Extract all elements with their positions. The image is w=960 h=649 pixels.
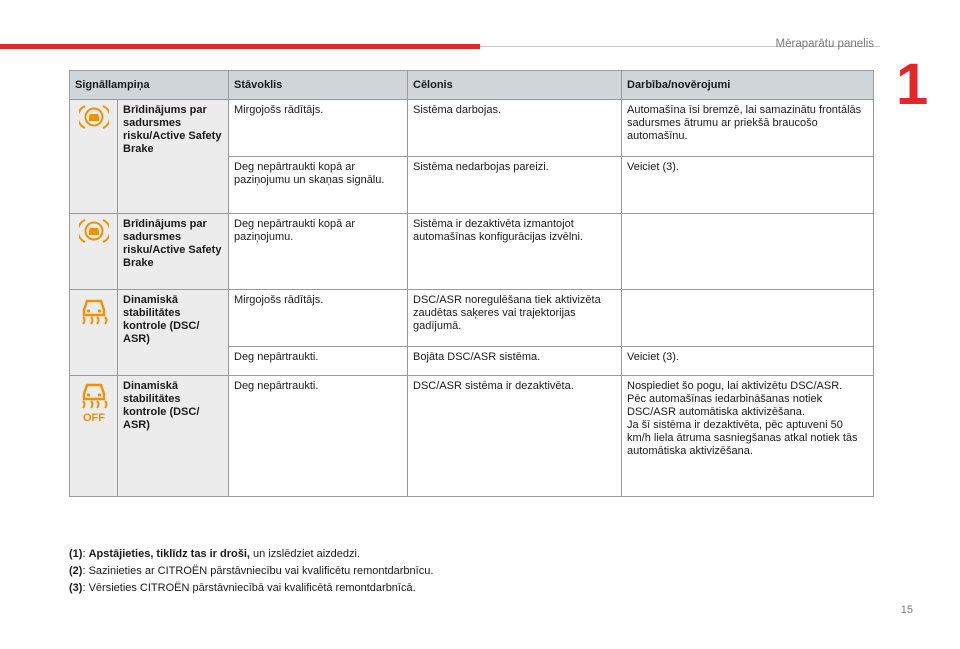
page-number: 15 <box>900 604 913 616</box>
footnote-number: (2) <box>69 565 83 577</box>
action-text <box>622 290 874 347</box>
icon-cell <box>70 100 118 214</box>
cause-text: Bojāta DSC/ASR sistēma. <box>408 347 622 376</box>
footnote-text: un izslēdziet aizdedzi. <box>249 548 361 560</box>
state-text: Mirgojošs rādītājs. <box>229 290 408 347</box>
icon-cell <box>70 376 118 497</box>
warning-lights-table <box>69 70 874 497</box>
footnote-3: (3): Vērsieties CITROËN pārstāvniecībā vai kvalificētā remontdarbnīcā. <box>69 582 416 594</box>
cause-text: Sistēma ir dezaktivēta izmantojot automašīnas konfigurācijas izvēlni. <box>408 214 622 290</box>
collision-warning-icon <box>79 104 109 130</box>
cause-text: Sistēma darbojas. <box>408 100 622 157</box>
chapter-number: 1 <box>896 52 929 117</box>
table-row <box>70 100 874 157</box>
action-text <box>622 376 874 497</box>
action-text <box>622 214 874 290</box>
table-row <box>70 214 874 290</box>
icon-cell <box>70 290 118 376</box>
footnote-bold: Apstājieties, tiklīdz tas ir droši, <box>88 548 250 560</box>
header-cause: Cēlonis <box>408 71 622 100</box>
collision-warning-icon <box>79 218 109 244</box>
lamp-name: Brīdinājums par sadursmes risku/Active Safety Brake <box>118 214 229 290</box>
cause-text: Sistēma nedarbojas pareizi. <box>408 157 622 214</box>
section-title: Mēraparātu panelis <box>775 38 874 50</box>
table-row <box>70 376 874 497</box>
state-text: Deg nepārtraukti. <box>229 347 408 376</box>
footnotes <box>69 548 433 599</box>
header-state: Stāvoklis <box>229 71 408 100</box>
action-text: Automašīna īsi bremzē, lai samazinātu frontālās sadursmes ātrumu ar priekšā braucošo automašīnu. <box>622 100 874 157</box>
footnote-1: (1): Apstājieties, tiklīdz tas ir droši, un izslēdziet aizdedzi. <box>69 548 361 560</box>
footnote-number: (3) <box>69 582 83 594</box>
header-signal-lamp: Signāllampiņa <box>70 71 229 100</box>
action-text: Veiciet (3). <box>622 157 874 214</box>
state-text: Deg nepārtraukti kopā ar paziņojumu. <box>229 214 408 290</box>
footnote-number: (1) <box>69 548 83 560</box>
header-red-bar <box>0 44 480 49</box>
icon-cell <box>70 214 118 290</box>
table-header-row <box>70 71 874 100</box>
action-line: Nospiediet šo pogu, lai aktivizētu DSC/ASR. <box>627 380 843 392</box>
action-line: Pēc automašīnas iedarbināšanas notiek DSC/ASR automātiska aktivizēšana. <box>627 393 823 418</box>
lamp-name: Brīdinājums par sadursmes risku/Active Safety Brake <box>118 100 229 214</box>
stability-control-off-icon <box>79 380 109 422</box>
cause-text: DSC/ASR sistēma ir dezaktivēta. <box>408 376 622 497</box>
table-row <box>70 290 874 347</box>
footnote-text: Sazinieties ar CITROËN pārstāvniecību vai kvalificētu remontdarbnīcu. <box>88 565 434 577</box>
off-label: OFF <box>82 412 105 422</box>
lamp-name: Dinamiskā stabilitātes kontrole (DSC/ ASR) <box>118 376 229 497</box>
action-line: Ja šī sistēma ir dezaktivēta, pēc aptuveni 50 km/h liela ātruma sasniegšanas atkal notiek tās automātiska aktivizēšana. <box>627 419 858 457</box>
cause-text: DSC/ASR noregulēšana tiek aktivizēta zaudētas saķeres vai trajektorijas gadījumā. <box>408 290 622 347</box>
footnote-2: (2): Sazinieties ar CITROËN pārstāvniecību vai kvalificētu remontdarbnīcu. <box>69 565 434 577</box>
stability-control-icon <box>79 294 109 326</box>
state-text: Deg nepārtraukti kopā ar paziņojumu un skaņas signālu. <box>229 157 408 214</box>
action-text: Veiciet (3). <box>622 347 874 376</box>
footnote-text: Vērsieties CITROËN pārstāvniecībā vai kvalificētā remontdarbnīcā. <box>88 582 416 594</box>
state-text: Deg nepārtraukti. <box>229 376 408 497</box>
state-text: Mirgojošs rādītājs. <box>229 100 408 157</box>
lamp-name: Dinamiskā stabilitātes kontrole (DSC/ ASR) <box>118 290 229 376</box>
header-action: Darbība/novērojumi <box>622 71 874 100</box>
